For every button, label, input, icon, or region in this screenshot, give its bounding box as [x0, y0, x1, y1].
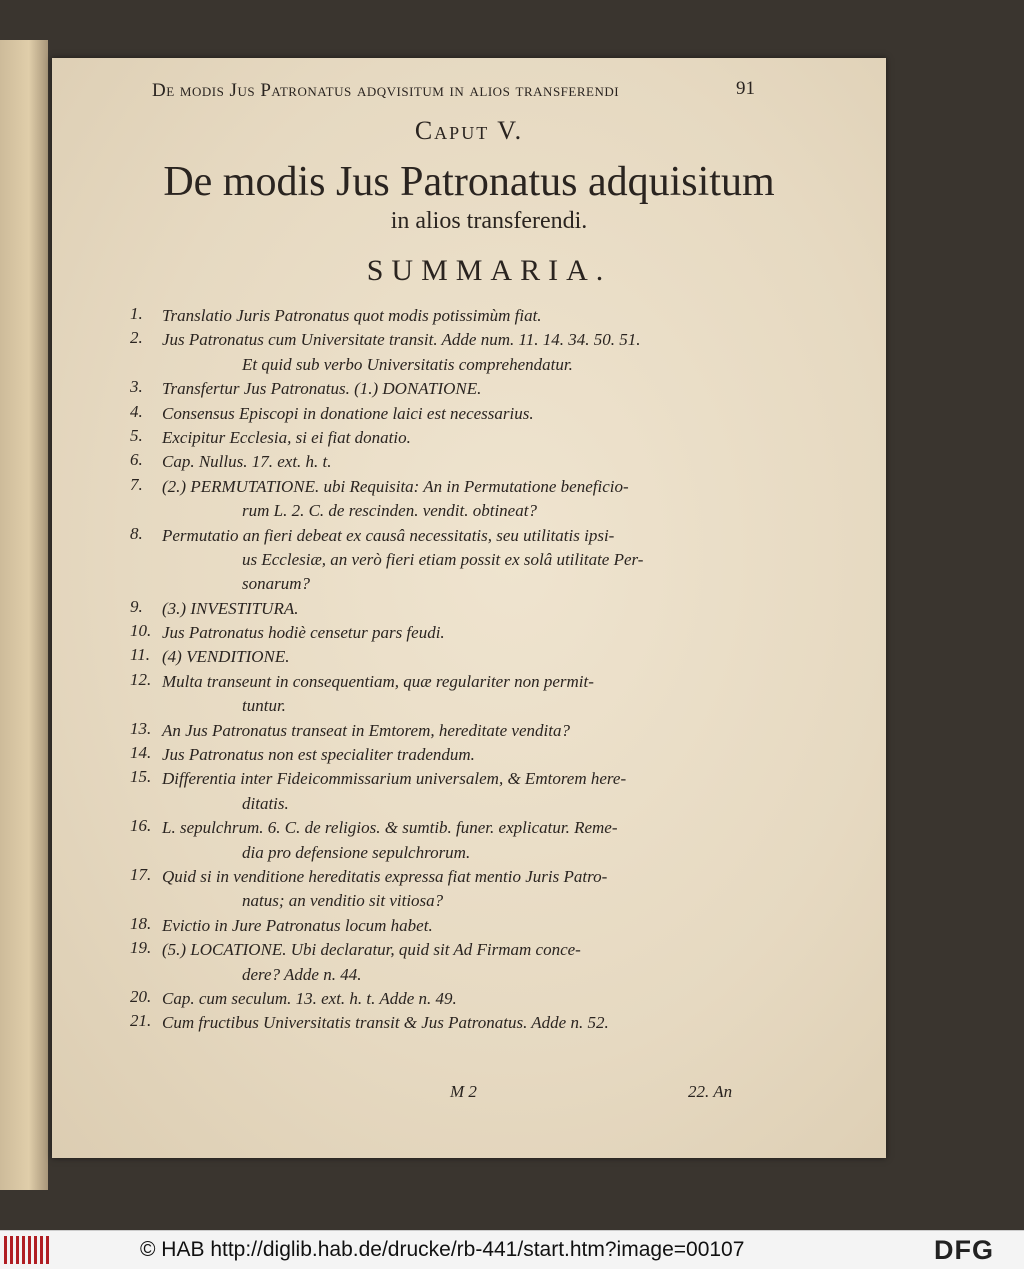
entry-text-line: (4) VENDITIONE.: [162, 647, 290, 667]
summaria-heading: SUMMARIA.: [366, 254, 612, 287]
entry-number: 20.: [130, 986, 152, 1006]
summaria-entry: [112, 670, 812, 719]
entry-number: 21.: [130, 1011, 152, 1031]
summaria-entry: [112, 304, 812, 328]
entry-number: 18.: [130, 913, 152, 933]
entry-text-line: Cap. cum seculum. 13. ext. h. t. Adde n. 49.: [162, 988, 457, 1008]
summaria-entry: [112, 597, 812, 621]
entry-text-line: (5.) LOCATIONE. Ubi declaratur, quid sit Ad Firmam conce-: [162, 940, 581, 960]
entry-text-line: tuntur.: [242, 696, 286, 716]
summaria-list: [112, 304, 812, 1036]
entry-number: 17.: [130, 864, 152, 884]
entry-number: 3.: [130, 377, 143, 397]
summaria-entry: [112, 938, 812, 987]
entry-text-line: Et quid sub verbo Universitatis comprehendatur.: [242, 354, 573, 374]
entry-number: 9.: [130, 596, 143, 616]
summaria-entry: [112, 377, 812, 401]
entry-text-line: Jus Patronatus cum Universitate transit. Adde num. 11. 14. 34. 50. 51.: [162, 330, 641, 350]
chapter-title-line-2: in alios transferendi.: [390, 208, 588, 234]
book-page: [52, 58, 886, 1158]
page-number: 91: [736, 78, 755, 99]
entry-number: 4.: [130, 401, 143, 421]
summaria-entry: [112, 816, 812, 865]
summaria-entry: [112, 767, 812, 816]
entry-text-line: Cum fructibus Universitatis transit & Jus Patronatus. Adde n. 52.: [162, 1013, 609, 1033]
entry-text-line: Multa transeunt in consequentiam, quæ regulariter non permit-: [162, 671, 594, 691]
entry-text-line: Differentia inter Fideicommissarium universalem, & Emtorem here-: [162, 769, 627, 789]
entry-number: 10.: [130, 621, 152, 641]
entry-number: 11.: [130, 645, 150, 665]
entry-text-line: rum L. 2. C. de rescinden. vendit. obtineat?: [242, 501, 537, 521]
entry-number: 1.: [130, 304, 143, 323]
dfg-logo: DFG: [934, 1235, 994, 1265]
entry-text-line: Transfertur Jus Patronatus. (1.) DONATIONE.: [162, 379, 482, 399]
entry-text-line: Cap. Nullus. 17. ext. h. t.: [162, 452, 332, 472]
entry-number: 13.: [130, 718, 152, 738]
entry-number: 8.: [130, 523, 143, 543]
entry-text-line: An Jus Patronatus transeat in Emtorem, hereditate vendita?: [162, 720, 570, 740]
entry-text-line: dere? Adde n. 44.: [242, 964, 362, 984]
entry-text-line: (3.) INVESTITURA.: [162, 598, 299, 618]
entry-text-line: Excipitur Ecclesia, si ei fiat donatio.: [162, 427, 411, 447]
footer-bar: [0, 1230, 1024, 1269]
summaria-entry: [112, 645, 812, 669]
summaria-entry: [112, 524, 812, 597]
summaria-entry: [112, 450, 812, 474]
chapter-title-line-1: De modis Jus Patronatus adquisitum: [163, 159, 775, 205]
summaria-entry: [112, 475, 812, 524]
entry-text-line: Jus Patronatus non est specialiter tradendum.: [162, 745, 475, 765]
entry-text-line: (2.) PERMUTATIONE. ubi Requisita: An in Permutatione beneficio-: [162, 476, 629, 496]
summaria-entry: [112, 987, 812, 1011]
entry-number: 14.: [130, 743, 152, 763]
entry-number: 5.: [130, 425, 143, 445]
entry-text-line: dia pro defensione sepulchrorum.: [242, 842, 471, 862]
summaria-entry: [112, 865, 812, 914]
entry-number: 7.: [130, 474, 143, 494]
entry-text-line: L. sepulchrum. 6. C. de religios. & sumtib. funer. explicatur. Reme-: [162, 818, 618, 838]
entry-text-line: ditatis.: [242, 793, 289, 813]
summaria-entry: [112, 402, 812, 426]
summaria-entry: [112, 426, 812, 450]
entry-text-line: Evictio in Jure Patronatus locum habet.: [162, 915, 433, 935]
entry-text-line: Translatio Juris Patronatus quot modis potissimùm fiat.: [162, 306, 542, 325]
signature-mark: M 2: [450, 1082, 477, 1101]
summaria-entry: [112, 328, 812, 377]
entry-text-line: Quid si in venditione hereditatis expressa fiat mentio Juris Patro-: [162, 866, 608, 886]
entry-number: 19.: [130, 938, 152, 958]
entry-number: 12.: [130, 669, 152, 689]
entry-text-line: us Ecclesiæ, an verò fieri etiam possit ex solâ utilitate Per-: [242, 549, 644, 569]
entry-number: 15.: [130, 767, 152, 787]
copyright-url[interactable]: © HAB http://diglib.hab.de/drucke/rb-441/start.htm?image=00107: [140, 1238, 745, 1261]
summaria-entry: [112, 621, 812, 645]
hab-barcode-icon: [4, 1236, 50, 1264]
entry-text-line: sonarum?: [242, 574, 311, 594]
summaria-entry: [112, 719, 812, 743]
entry-text-line: natus; an venditio sit vitiosa?: [242, 891, 444, 911]
running-head: De modis Jus Patronatus adqvisitum in alios transferendi: [152, 80, 620, 101]
summaria-entry: [112, 914, 812, 938]
previous-page-edge: [0, 40, 48, 1190]
entry-text-line: Jus Patronatus hodiè censetur pars feudi.: [162, 623, 445, 643]
entry-number: 6.: [130, 450, 143, 470]
summaria-entry: [112, 1011, 812, 1035]
entry-number: 2.: [130, 328, 143, 348]
chapter-heading: Caput V.: [414, 116, 524, 145]
entry-number: 16.: [130, 816, 152, 836]
entry-text-line: Consensus Episcopi in donatione laici est necessarius.: [162, 403, 534, 423]
entry-text-line: Permutatio an fieri debeat ex causâ necessitatis, seu utilitatis ipsi-: [162, 525, 615, 545]
summaria-entry: [112, 743, 812, 767]
catchword: 22. An: [688, 1082, 733, 1101]
